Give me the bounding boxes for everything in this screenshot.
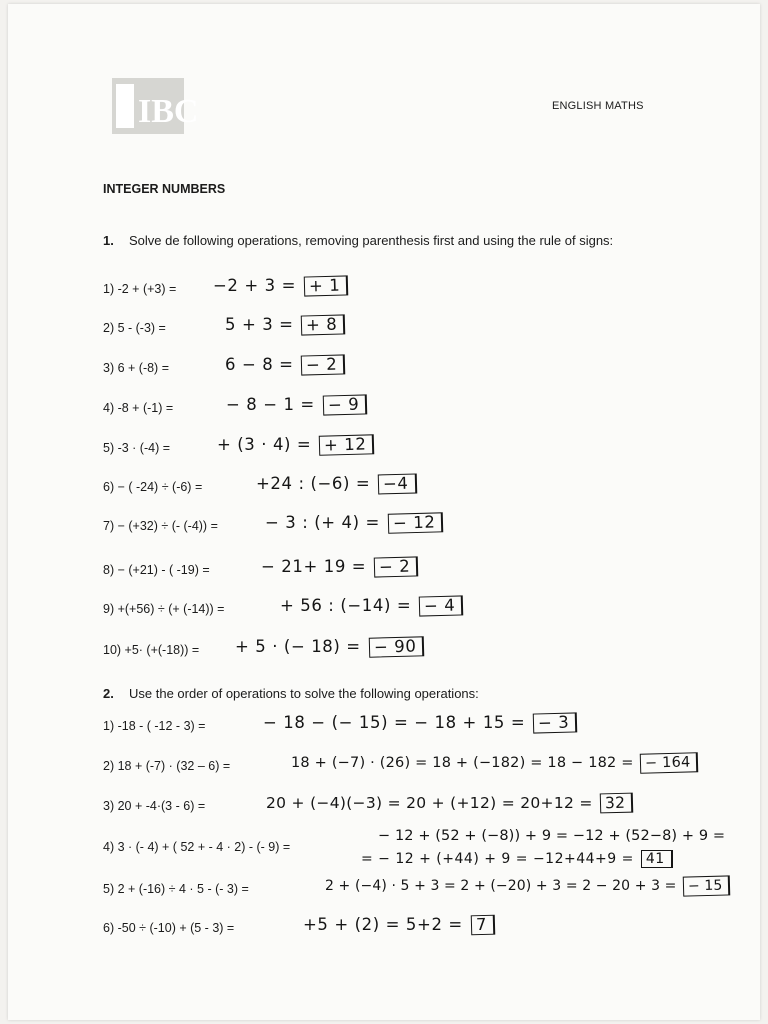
boxed-answer: 41 bbox=[641, 850, 673, 868]
handwritten-work bbox=[225, 315, 346, 335]
boxed-answer: 32 bbox=[600, 793, 634, 814]
worksheet-page bbox=[8, 4, 760, 1020]
work-text: + (3 · 4) = bbox=[217, 435, 312, 454]
problem-text: 4) -8 + (-1) = bbox=[103, 401, 174, 415]
section-2-heading bbox=[103, 686, 479, 701]
handwritten-work bbox=[213, 276, 348, 296]
work-text: + 5 · (− 18) = bbox=[235, 637, 361, 656]
handwritten-work bbox=[266, 793, 633, 813]
work-text: +5 + (2) = 5+2 = bbox=[303, 915, 463, 934]
problem-text: 9) +(+56) ÷ (+ (-14)) = bbox=[103, 602, 225, 616]
handwritten-work bbox=[303, 915, 495, 935]
work-text: + 56 : (−14) = bbox=[280, 596, 412, 615]
subject-label: ENGLISH MATHS bbox=[552, 100, 644, 112]
work-text: = − 12 + (+44) + 9 = −12+44+9 = bbox=[361, 851, 634, 867]
boxed-answer: − 2 bbox=[301, 354, 346, 375]
work-text: − 3 : (+ 4) = bbox=[265, 513, 380, 532]
work-text: +24 : (−6) = bbox=[256, 474, 371, 493]
section-2-text: Use the order of operations to solve the following operations: bbox=[129, 686, 479, 701]
boxed-answer: − 90 bbox=[368, 636, 424, 657]
problem-text: 6) -50 ÷ (-10) + (5 - 3) = bbox=[103, 921, 235, 935]
work-text: − 18 − (− 15) = − 18 + 15 = bbox=[263, 713, 526, 732]
work-text: − 21+ 19 = bbox=[261, 557, 367, 576]
problem-text: 10) +5· (+(-18)) = bbox=[103, 643, 200, 657]
school-logo bbox=[112, 78, 199, 134]
problem-text: 1) -2 + (+3) = bbox=[103, 282, 177, 296]
work-text: 20 + (−4)(−3) = 20 + (+12) = 20+12 = bbox=[266, 794, 593, 812]
handwritten-work bbox=[217, 435, 375, 455]
problem-text: 5) -3 · (-4) = bbox=[103, 441, 171, 455]
handwritten-work: − 12 + (52 + (−8)) + 9 = −12 + (52−8) + 9 = bbox=[378, 828, 726, 844]
boxed-answer: + 8 bbox=[301, 314, 346, 335]
problem-text: 5) 2 + (-16) ÷ 4 · 5 - (- 3) = bbox=[103, 882, 249, 896]
problem-text: 8) − (+21) - ( -19) = bbox=[103, 563, 210, 577]
handwritten-work bbox=[225, 355, 346, 375]
handwritten-work bbox=[226, 395, 367, 415]
work-text: −2 + 3 = bbox=[213, 276, 297, 295]
handwritten-work bbox=[235, 637, 424, 657]
logo-text: IBC bbox=[138, 93, 199, 130]
boxed-answer: − 164 bbox=[640, 752, 699, 774]
problem-text: 2) 18 + (-7) · (32 – 6) = bbox=[103, 759, 231, 773]
handwritten-work bbox=[291, 753, 699, 773]
section-2-number: 2. bbox=[103, 686, 114, 701]
boxed-answer: − 9 bbox=[322, 394, 367, 415]
handwritten-work bbox=[325, 876, 730, 896]
boxed-answer: − 15 bbox=[683, 875, 731, 896]
boxed-answer: + 1 bbox=[304, 275, 349, 296]
handwritten-work-line-2 bbox=[361, 850, 673, 868]
boxed-answer: + 12 bbox=[319, 434, 375, 455]
section-1-heading bbox=[103, 233, 613, 248]
work-text: 6 − 8 = bbox=[225, 355, 294, 374]
work-text: 5 + 3 = bbox=[225, 315, 294, 334]
section-1-number: 1. bbox=[103, 233, 114, 248]
work-text: − 8 − 1 = bbox=[226, 395, 315, 414]
work-text: 2 + (−4) · 5 + 3 = 2 + (−20) + 3 = 2 − 20 + 3 = bbox=[325, 878, 677, 894]
boxed-answer: − 12 bbox=[388, 512, 444, 533]
handwritten-work bbox=[265, 513, 443, 533]
problem-text: 3) 6 + (-8) = bbox=[103, 361, 169, 375]
boxed-answer: − 2 bbox=[374, 556, 419, 577]
boxed-answer: 7 bbox=[470, 915, 495, 936]
work-text: 18 + (−7) · (26) = 18 + (−182) = 18 − 182 = bbox=[291, 755, 634, 771]
problem-text: 4) 3 · (- 4) + ( 52 + - 4 · 2) - (- 9) = bbox=[103, 840, 291, 854]
boxed-answer: − 3 bbox=[533, 712, 578, 733]
handwritten-work bbox=[280, 596, 464, 616]
problem-text: 2) 5 - (-3) = bbox=[103, 321, 166, 335]
handwritten-work bbox=[263, 713, 578, 733]
page-title: INTEGER NUMBERS bbox=[103, 182, 226, 196]
problem-text: 3) 20 + -4·(3 - 6) = bbox=[103, 799, 206, 813]
handwritten-work bbox=[261, 557, 418, 577]
handwritten-work bbox=[256, 474, 417, 494]
problem-text: 6) − ( -24) ÷ (-6) = bbox=[103, 480, 203, 494]
boxed-answer: − 4 bbox=[419, 595, 464, 616]
problem-text: 7) − (+32) ÷ (- (-4)) = bbox=[103, 519, 218, 533]
section-1-text: Solve de following operations, removing parenthesis first and using the rule of signs: bbox=[129, 233, 614, 248]
boxed-answer: −4 bbox=[378, 473, 417, 494]
problem-text: 1) -18 - ( -12 - 3) = bbox=[103, 719, 206, 733]
